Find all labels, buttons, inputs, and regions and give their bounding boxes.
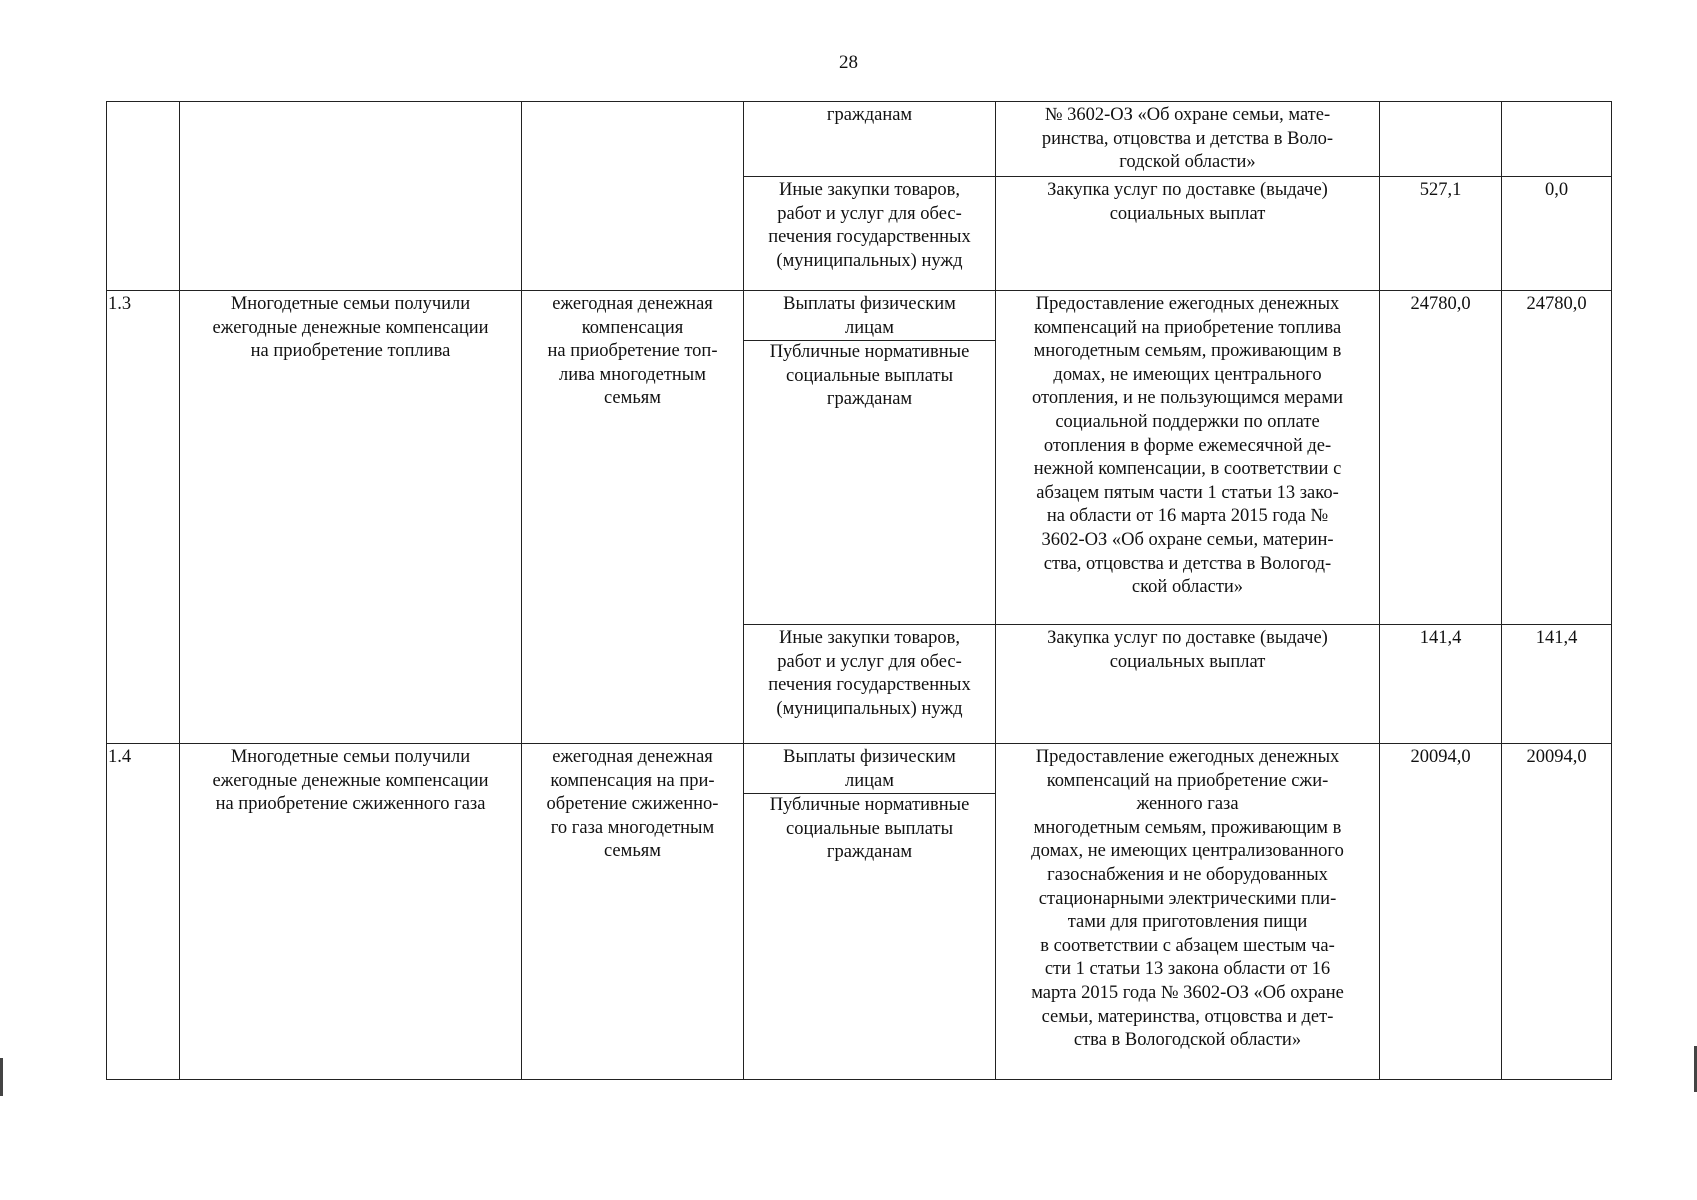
measure-cell: ежегодная денежная компенсация на приобретение топ- лива многодетным семьям [522,291,744,744]
payments-cell: Иные закупки товаров, работ и услуг для обес- печения государственных (муниципальных) нужд [744,625,996,744]
description-cell: Предоставление ежегодных денежных компенсаций на приобретение топлива многодетным семьям, проживающим в домах, не имеющих центрального отопления, и не пользующимся мерами социальной поддержки по оплате отопления в форме ежемесячной де- нежной компенсации, в соответствии с абзацем пятым части 1 статьи 13 зако- на области от 16 марта 2015 года № 3602-ОЗ «Об охране семьи, материн- ства, отцовства и детства в Вологод- ской области» [996,291,1380,625]
description-cell: Закупка услуг по доставке (выдаче) социальных выплат [996,625,1380,744]
measure-cell [522,102,744,291]
table-row [107,291,1612,625]
result-cell: Многодетные семьи получили ежегодные денежные компенсации на приобретение сжиженного газа [180,744,522,1080]
payments-bottom: Публичные нормативные социальные выплаты гражданам [744,340,995,412]
payments-cell [744,744,996,1080]
value-2-cell: 141,4 [1502,625,1612,744]
value-2-cell: 24780,0 [1502,291,1612,625]
value-2-cell [1502,102,1612,177]
result-cell [180,102,522,291]
value-2-cell: 20094,0 [1502,744,1612,1080]
value-1-cell [1380,102,1502,177]
table-row [107,102,1612,177]
description-cell: Предоставление ежегодных денежных компенсаций на приобретение сжи- женного газа многодетным семьям, проживающим в домах, не имеющих централизованного газоснабжения и не оборудованных стационарными электрическими пли- тами для приготовления пищи в соответствии с абзацем шестым ча- сти 1 статьи 13 закона области от 16 марта 2015 года № 3602-ОЗ «Об охране семьи, материнства, отцовства и дет- ства в Вологодской области» [996,744,1380,1080]
measure-cell: ежегодная денежная компенсация на при- обретение сжиженно- го газа многодетным семьям [522,744,744,1080]
payments-bottom: Публичные нормативные социальные выплаты гражданам [744,793,995,865]
table-row [107,744,1612,1080]
row-number-cell: 1.3 [107,291,180,744]
value-1-cell: 527,1 [1380,177,1502,291]
value-1-cell: 20094,0 [1380,744,1502,1080]
page-number: 28 [839,52,858,73]
value-1-cell: 24780,0 [1380,291,1502,625]
description-cell: № 3602-ОЗ «Об охране семьи, мате- ринства, отцовства и детства в Воло- годской области» [996,102,1380,177]
payments-cell: гражданам [744,102,996,177]
row-number-cell [107,102,180,291]
value-2-cell: 0,0 [1502,177,1612,291]
result-cell: Многодетные семьи получили ежегодные денежные компенсации на приобретение топлива [180,291,522,744]
row-number-cell: 1.4 [107,744,180,1080]
payments-cell [744,291,996,625]
value-1-cell: 141,4 [1380,625,1502,744]
budget-table [106,101,1612,1080]
payments-top: Выплаты физическим лицам [783,747,956,791]
payments-cell: Иные закупки товаров, работ и услуг для обес- печения государственных (муниципальных) нужд [744,177,996,291]
description-cell: Закупка услуг по доставке (выдаче) социальных выплат [996,177,1380,291]
scan-artifact-left [0,1058,3,1096]
payments-top: Выплаты физическим лицам [783,294,956,338]
